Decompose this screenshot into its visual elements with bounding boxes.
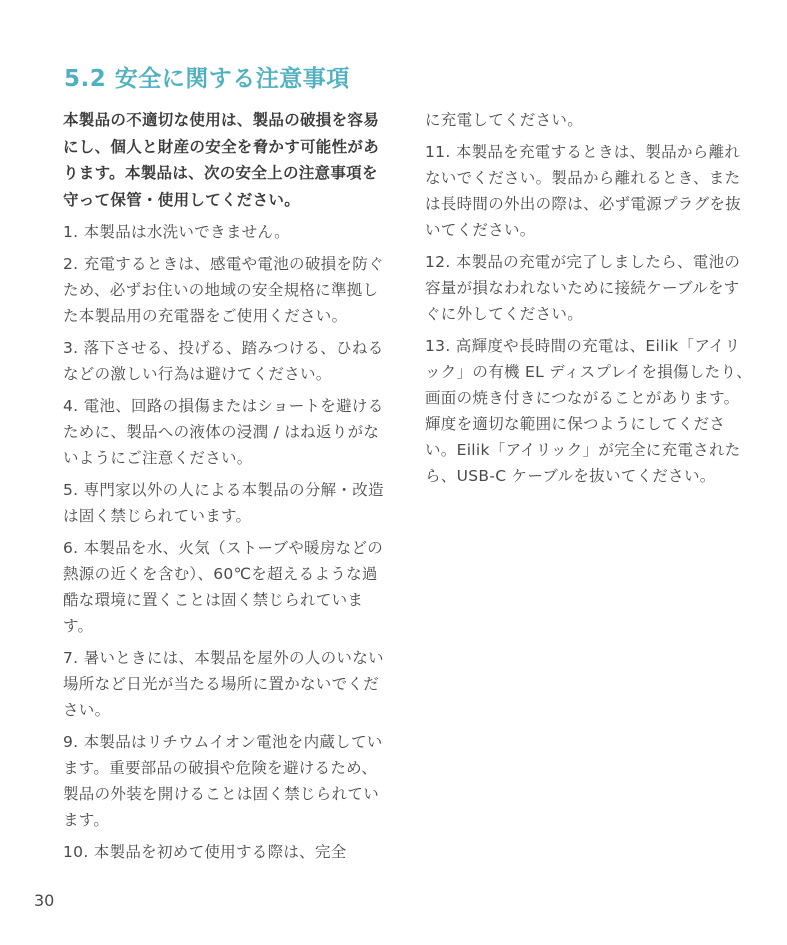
list-item-7: 7. 暑いときには、本製品を屋外の人のいない場所など日光が当たる場所に置かないでください。 [63, 649, 384, 719]
list-item-2: 2. 充電するときは、感電や電池の破損を防ぐため、必ずお住いの地域の安全規格に準拠した本製品用の充電器をご使用ください。 [63, 255, 384, 325]
right-column [425, 107, 755, 495]
list-item-9: 9. 本製品はリチウムイオン電池を内蔵しています。重要部品の破損や危険を避けるため、製品の外装を開けることは固く禁じられています。 [63, 733, 383, 829]
list-item-5: 5. 専門家以外の人による本製品の分解・改造は固く禁じられています。 [63, 481, 384, 525]
list-item-11: 11. 本製品を充電するときは、製品から離れないでください。製品から離れるとき、または長時間の外出の際は、必ず電源プラグを抜いてください。 [425, 143, 742, 239]
intro-paragraph: 本製品の不適切な使用は、製品の破損を容易にし、個人と財産の安全を脅かす可能性があります。本製品は、次の安全上の注意事項を守って保管・使用してください。 [63, 111, 380, 209]
list-item-13: 13. 高輝度や長時間の充電は、Eilik「アイリック」の有機 EL ディスプレイを損傷したり、画面の焼き付きにつながることがあります。輝度を適切な範囲に保つようにしてください。Eilik「アイリック」が完全に充電されたら、USB-C ケーブルを抜いてください。 [425, 337, 753, 485]
section-title: 5.2 安全に関する注意事項 [64, 66, 350, 92]
page-number: 30 [34, 891, 55, 910]
list-item-4: 4. 電池、回路の損傷またはショートを避けるために、製品への液体の浸潤 / はね返りがないようにご注意ください。 [63, 397, 384, 467]
list-item-6: 6. 本製品を水、火気（ストーブや暖房などの熱源の近くを含む）、60℃を超えるような過酷な環境に置くことは固く禁じられています。 [63, 539, 384, 635]
list-item-3: 3. 落下させる、投げる、踏みつける、ひねるなどの激しい行為は避けてください。 [63, 339, 384, 383]
list-item-1: 1. 本製品は水洗いできません。 [63, 223, 290, 241]
list-item-10-continued: に充電してください。 [425, 111, 584, 129]
list-item-12: 12. 本製品の充電が完了しましたら、電池の容量が損なわれないために接続ケーブルをすぐに外してください。 [425, 253, 741, 323]
left-column [63, 107, 391, 871]
list-item-10: 10. 本製品を初めて使用する際は、完全 [63, 843, 347, 861]
